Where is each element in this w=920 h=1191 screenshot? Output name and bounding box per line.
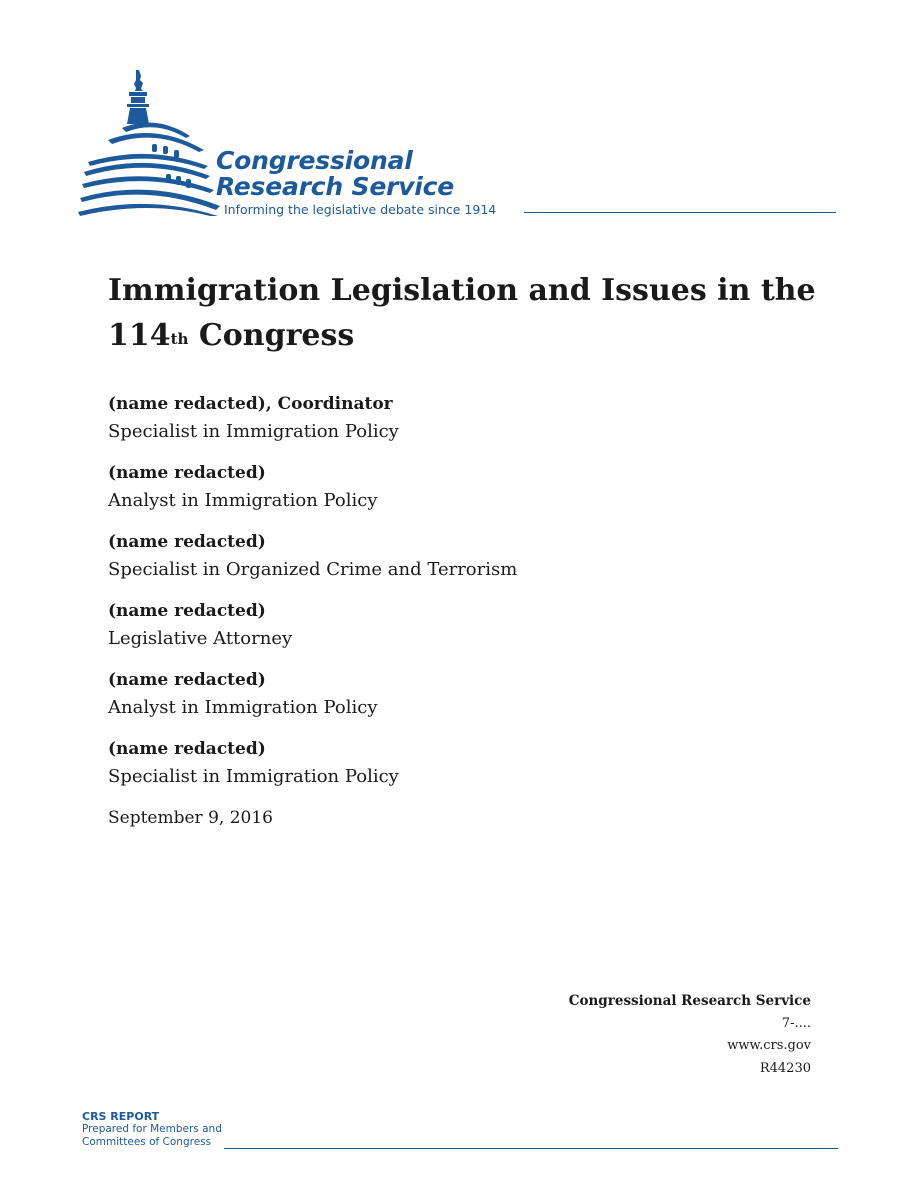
author-entry bbox=[108, 599, 808, 653]
title-number: 114 bbox=[108, 318, 171, 353]
author-name: (name redacted) bbox=[108, 739, 266, 759]
footer-line-2: Prepared for Members and bbox=[82, 1123, 222, 1135]
author-role: Analyst in Immigration Policy bbox=[108, 697, 378, 718]
crs-logo bbox=[78, 66, 838, 221]
footer-label: CRS REPORT bbox=[82, 1110, 160, 1123]
author-role: Legislative Attorney bbox=[108, 628, 293, 649]
title-ordinal-suffix: th bbox=[170, 330, 189, 348]
footer-divider bbox=[224, 1148, 838, 1149]
logo-org-line2: Research Service bbox=[216, 172, 455, 201]
crs-report-footer bbox=[82, 1110, 838, 1158]
author-role: Specialist in Immigration Policy bbox=[108, 421, 399, 442]
author-entry bbox=[108, 530, 808, 584]
author-name: (name redacted) bbox=[108, 463, 266, 483]
meta-website[interactable]: www.crs.gov bbox=[727, 1038, 811, 1053]
author-name: (name redacted) bbox=[108, 601, 266, 621]
meta-phone: 7-.... bbox=[781, 1015, 811, 1031]
report-title bbox=[108, 268, 828, 358]
author-list bbox=[108, 392, 808, 831]
author-entry bbox=[108, 668, 808, 722]
footer-line-3: Committees of Congress bbox=[82, 1136, 212, 1148]
author-name: (name redacted), Coordinator bbox=[108, 394, 393, 414]
author-role: Specialist in Organized Crime and Terrorism bbox=[108, 559, 518, 580]
capitol-dome-icon bbox=[78, 66, 223, 216]
report-date: September 9, 2016 bbox=[108, 808, 273, 828]
author-role: Analyst in Immigration Policy bbox=[108, 490, 378, 511]
title-tail: Congress bbox=[188, 318, 355, 353]
author-entry bbox=[108, 737, 808, 791]
title-main: Immigration Legislation and Issues in the bbox=[108, 273, 816, 308]
meta-organization: Congressional Research Service bbox=[568, 993, 811, 1009]
author-name: (name redacted) bbox=[108, 532, 266, 552]
logo-org-line1: Congressional bbox=[216, 146, 413, 175]
meta-report-number: R44230 bbox=[759, 1060, 811, 1076]
report-meta bbox=[569, 990, 811, 1080]
author-name: (name redacted) bbox=[108, 670, 266, 690]
logo-divider bbox=[524, 212, 836, 213]
author-entry bbox=[108, 461, 808, 515]
author-role: Specialist in Immigration Policy bbox=[108, 766, 399, 787]
logo-tagline: Informing the legislative debate since 1914 bbox=[224, 202, 497, 217]
author-entry bbox=[108, 392, 808, 446]
